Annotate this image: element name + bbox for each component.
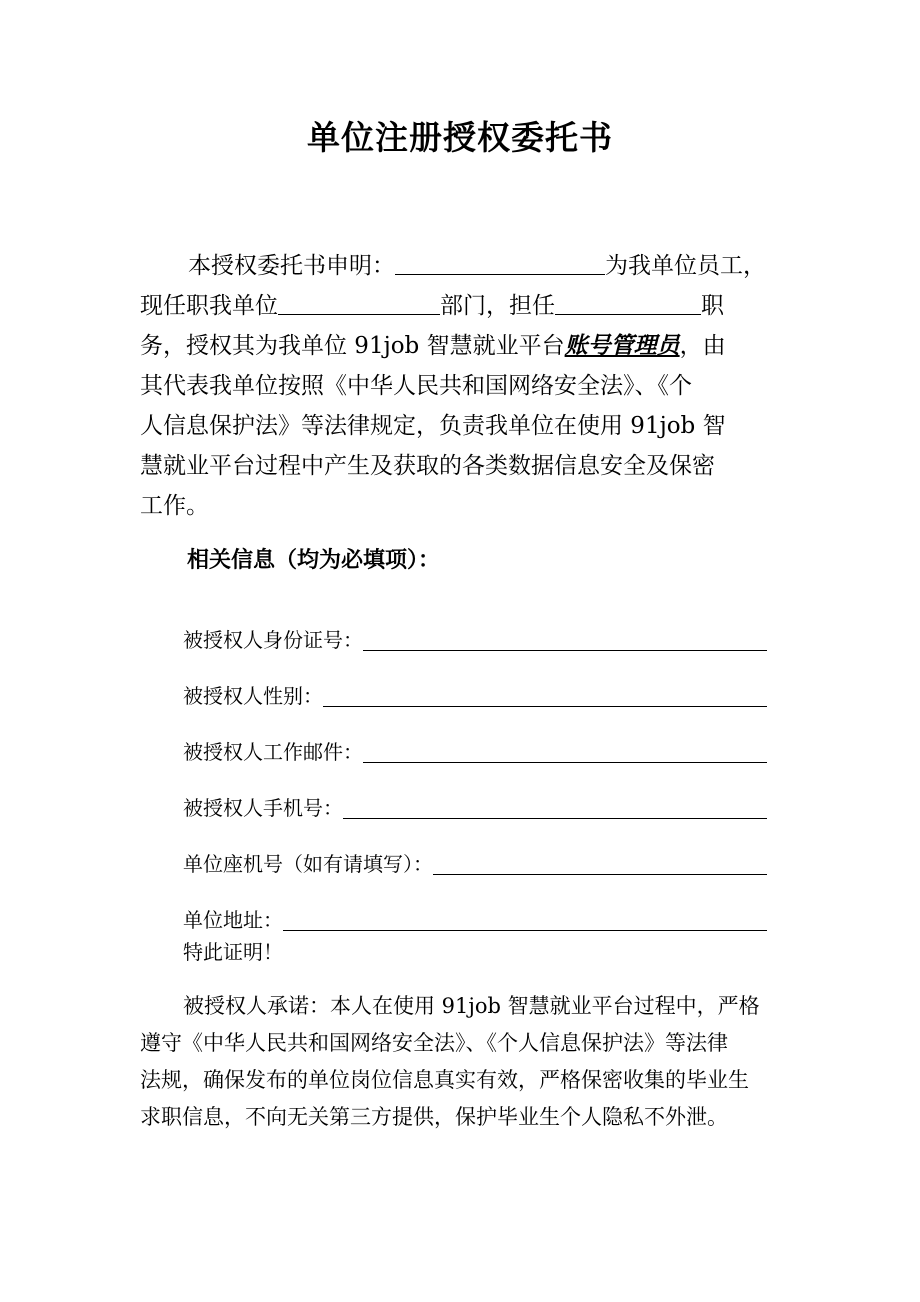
field-label: 被授权人身份证号： (183, 628, 363, 652)
account-admin-emphasis: 账号管理员 (564, 333, 680, 359)
position-blank[interactable] (555, 290, 701, 315)
intro-text: 部门，担任 (440, 293, 555, 319)
intro-text: 务，授权其为我单位 91job 智慧就业平台 (140, 333, 565, 359)
employee-name-blank[interactable] (395, 250, 605, 275)
landline-input-line[interactable] (433, 850, 767, 875)
field-label: 被授权人工作邮件： (183, 740, 363, 764)
pledge-line-4: 求职信息，不向无关第三方提供，保护毕业生个人隐私不外泄。 (140, 1105, 728, 1129)
address-input-line[interactable] (283, 906, 767, 931)
intro-line-1 (140, 246, 780, 286)
certify-statement: 特此证明！ (183, 940, 283, 964)
work-email-input-line[interactable] (363, 738, 767, 763)
gender-input-line[interactable] (323, 682, 767, 707)
intro-line-7: 工作。 (140, 493, 209, 519)
section-heading: 相关信息（均为必填项）： (187, 548, 441, 573)
intro-line-6: 慧就业平台过程中产生及获取的各类数据信息安全及保密 (140, 453, 715, 479)
intro-text: 现任职我单位 (140, 293, 278, 319)
intro-text: 为我单位员工， (605, 253, 766, 279)
info-fields (183, 598, 767, 934)
pledge-line-3: 法规，确保发布的单位岗位信息真实有效，严格保密收集的毕业生 (140, 1068, 749, 1092)
field-label: 被授权人性别： (183, 684, 323, 708)
pledge-line-1: 被授权人承诺：本人在使用 91job 智慧就业平台过程中，严格 (183, 994, 760, 1018)
field-address (183, 878, 767, 934)
field-id-number (183, 598, 767, 654)
department-blank[interactable] (278, 290, 440, 315)
field-label: 单位地址： (183, 908, 283, 932)
field-label: 被授权人手机号： (183, 796, 343, 820)
intro-text: 本授权委托书申明： (188, 253, 395, 279)
intro-text: 职 (701, 293, 724, 319)
intro-line-2 (140, 286, 780, 326)
intro-line-5: 人信息保护法》等法律规定，负责我单位在使用 91job 智 (140, 413, 726, 439)
field-work-email (183, 710, 767, 766)
id-number-input-line[interactable] (363, 626, 767, 651)
field-label: 单位座机号（如有请填写）： (183, 852, 433, 876)
pledge-line-2: 遵守《中华人民共和国网络安全法》、《个人信息保护法》等法律 (140, 1031, 728, 1055)
field-landline (183, 822, 767, 878)
pledge-paragraph (140, 988, 780, 1136)
intro-line-3 (140, 326, 780, 366)
intro-paragraph (140, 246, 780, 526)
mobile-input-line[interactable] (343, 794, 767, 819)
field-mobile (183, 766, 767, 822)
intro-line-4: 其代表我单位按照《中华人民共和国网络安全法》、《个 (140, 373, 692, 399)
intro-text: ，由 (679, 333, 726, 359)
field-gender (183, 654, 767, 710)
document-title: 单位注册授权委托书 (307, 118, 613, 157)
